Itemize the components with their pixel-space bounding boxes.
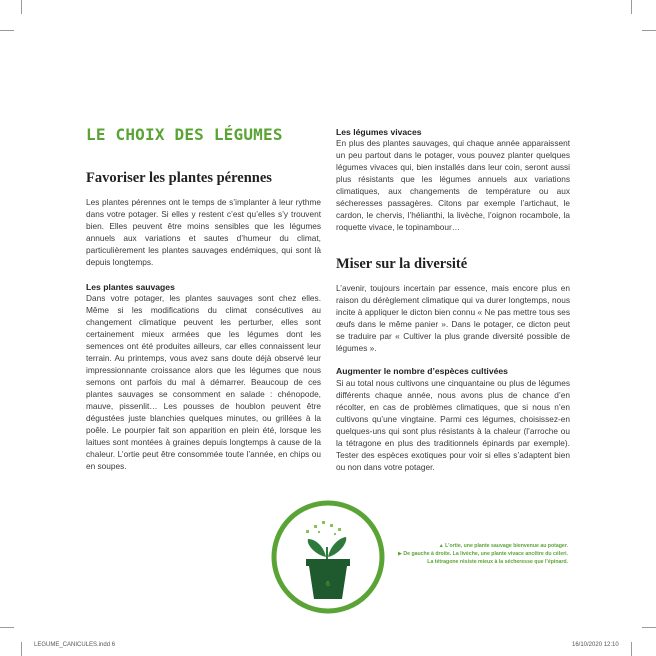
- left-subheading: Les plantes sauvages: [86, 282, 175, 292]
- crop-mark: [642, 627, 656, 628]
- right-subheading-2: Augmenter le nombre d’espèces cultivées: [336, 366, 508, 376]
- left-intro: Les plantes pérennes ont le temps de s’implanter à leur rythme dans votre potager. Si elles y restent c’est qu’elles s’y trouvent bien. Elles peuvent être moins sensibles que les légumes annuels aux variations et sautes d’humeur du climat, particulièrement les plantes sauvages endémiques, qui sont là depuis longtemps.: [86, 197, 321, 267]
- left-heading: Favoriser les plantes pérennes: [86, 170, 272, 186]
- crop-mark: [0, 627, 14, 628]
- caption-line: ▲ L’ortie, une plante sauvage bienvenue au potager.: [438, 543, 568, 549]
- crop-mark: [21, 642, 22, 656]
- photo-caption: [370, 542, 568, 566]
- right-body-1: En plus des plantes sauvages, qui chaque année apparaissent un peu partout dans le potager, vous pouvez planter quelques légumes vivaces qui, bien installés dans leur coin, seront aussi plus résistants que les légumes annuels aux variations climatiques, aux changements de température ou aux sécheresses passagères. Citons par exemple l’artichaut, le cardon, le chervis, l’hélianthi, la livèche, l’oignon rocambole, la roquette vivace, le topinambour…: [336, 138, 570, 232]
- crop-mark: [642, 30, 656, 31]
- crop-mark: [631, 0, 632, 14]
- caption-line: ▶ De gauche à droite. La livèche, une plante vivace ancêtre du céleri.: [397, 551, 568, 557]
- footer-date: 16/10/2020 12:10: [572, 642, 619, 648]
- right-heading: Miser sur la diversité: [336, 256, 468, 272]
- crop-mark: [0, 30, 14, 31]
- crop-mark: [631, 642, 632, 656]
- illustration-number: 6: [325, 580, 331, 588]
- footer-file: LEGUME_CANICULES.indd 6: [34, 642, 116, 648]
- right-subheading-1: Les légumes vivaces: [336, 127, 422, 137]
- left-body: Dans votre potager, les plantes sauvages sont chez elles. Même si les modifications du climat consécutives au changement climatique peuvent les perturber, elles sont certainement mieux armées que les légumes dont les semences ont été produites ailleurs, car elles connaissent leur terrain. Au printemps, vous avez sans doute déjà observé leur impressionnante croissance alors que les légumes que nous semons ont parfois du mal à démarrer. Beaucoup de ces plantes sauvages se consomment en salade : chénopode, mauve, pissenlit… Les pousses de houblon peuvent être dégustées juste blanchies quelques minutes, ou grillées à la poêle. Le pourpier fait son apparition en plein été, lorsque les laitues sont montées à graines depuis longtemps à cause de la chaleur. L’ortie peut être consommée toute l’année, en chips ou en soupes.: [86, 293, 321, 471]
- right-intro: L’avenir, toujours incertain par essence, mais encore plus en raison du dérèglement climatique qui va durer longtemps, nous incite à appliquer le dicton bien connu « Ne pas mettre tous ses œufs dans le même panier ». Dans le potager, ce dicton peut se traduire par « Cultiver la plus grande diversité possible de légumes ».: [336, 283, 570, 353]
- section-title: LE CHOIX DES LÉGUMES: [86, 125, 283, 144]
- caption-line: La tétragone résiste mieux à la sécheresse que l’épinard.: [427, 559, 568, 565]
- right-body-2: Si au total nous cultivons une cinquantaine ou plus de légumes différents chaque année, nous avons plus de chance d’en récolter, en cas de problèmes climatiques, que si nous n’en cultivons qu’une vingtaine. Parmi ces légumes, choisissez-en quelques-uns qui sont plus résistants à la chaleur (l’arroche ou la tétragone en plus des traditionnels épinards par exemple). Tester des espèces exotiques pour voir si elles s’adaptent bien ou non dans votre potager.: [336, 378, 570, 472]
- crop-mark: [21, 0, 22, 14]
